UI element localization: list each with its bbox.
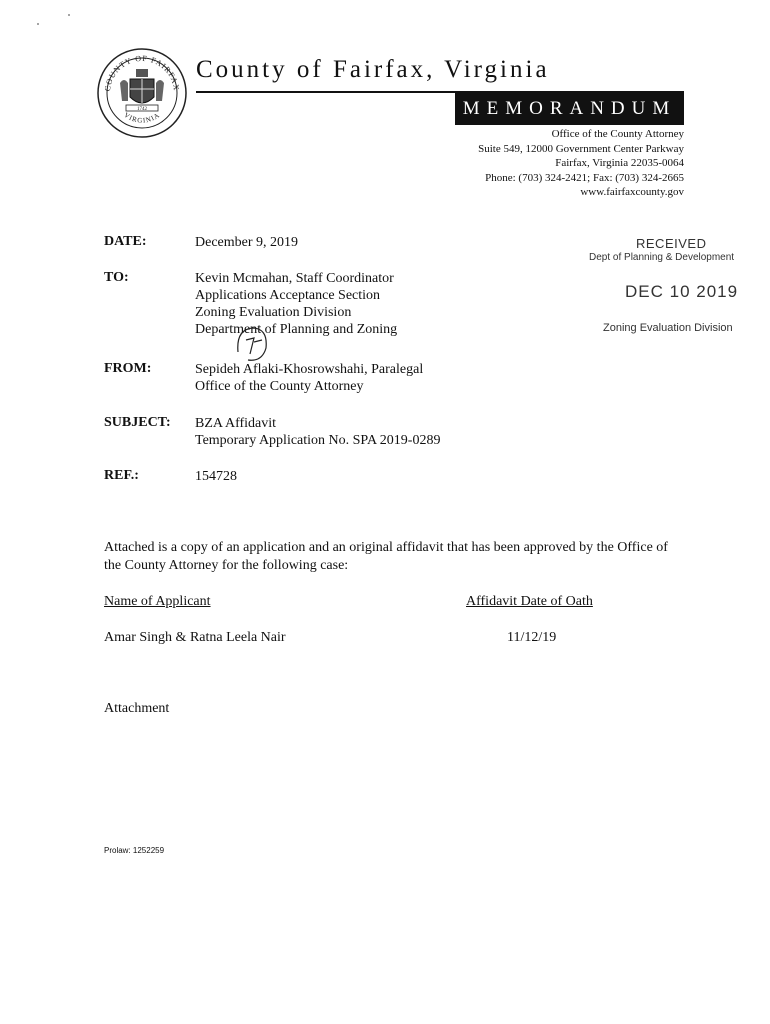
from-line: Sepideh Aflaki-Khosrowshahi, Paralegal [195, 362, 424, 377]
ref-label: REF.: [104, 468, 139, 483]
prolaw-number: Prolaw: 1252259 [104, 846, 165, 855]
ref-value: 154728 [195, 469, 237, 484]
to-line: Kevin Mcmahan, Staff Coordinator [195, 271, 394, 286]
applicant-column-header: Name of Applicant [104, 594, 211, 609]
seal-ring-top: COUNTY OF FAIRFAX [102, 53, 182, 92]
applicant-name: Amar Singh & Ratna Leela Nair [104, 630, 286, 645]
subject-block [195, 415, 440, 449]
subject-label: SUBJECT: [104, 415, 171, 430]
scan-speck [68, 14, 70, 16]
date-label: DATE: [104, 234, 147, 249]
subject-line: Temporary Application No. SPA 2019-0289 [195, 433, 441, 448]
subject-line: BZA Affidavit [195, 416, 277, 431]
office-line: Suite 549, 12000 Government Center Parkway [478, 142, 684, 155]
office-line: Phone: (703) 324-2421; Fax: (703) 324-2665 [485, 171, 684, 184]
memorandum-banner: MEMORANDUM [455, 93, 684, 125]
county-title: County of Fairfax, Virginia [196, 56, 550, 83]
to-label: TO: [104, 270, 129, 285]
from-sender-block [195, 361, 423, 395]
seal-year: 1742 [137, 107, 147, 112]
county-seal-logo [96, 47, 188, 139]
stamp-received: RECEIVED [636, 236, 707, 251]
from-label: FROM: [104, 361, 152, 376]
attachment-label: Attachment [104, 701, 170, 716]
stamp-division: Zoning Evaluation Division [603, 322, 733, 334]
office-line: Office of the County Attorney [551, 128, 684, 140]
office-line: Fairfax, Virginia 22035-0064 [555, 157, 684, 169]
oath-date-column-header: Affidavit Date of Oath [466, 594, 593, 609]
to-line: Applications Acceptance Section [195, 288, 381, 303]
seal-ring-bottom: VIRGINIA [122, 110, 162, 125]
to-recipient-block [195, 270, 397, 338]
scan-speck [37, 23, 39, 25]
office-address-block [478, 127, 684, 200]
office-website: www.fairfaxcounty.gov [580, 186, 684, 198]
date-value: December 9, 2019 [195, 235, 299, 250]
from-line: Office of the County Attorney [195, 379, 364, 394]
to-line: Department of Planning and Zoning [195, 322, 398, 337]
to-line: Zoning Evaluation Division [195, 305, 352, 320]
svg-text:VIRGINIA [122, 111, 161, 125]
oath-date: 11/12/19 [507, 630, 557, 645]
handwritten-initials [232, 322, 272, 364]
stamp-date: DEC 10 2019 [625, 282, 739, 301]
body-paragraph: Attached is a copy of an application and an original affidavit that has been approved by the Office of the County Attorney for the following case: [104, 540, 668, 573]
stamp-dept: Dept of Planning & Development [589, 252, 735, 263]
